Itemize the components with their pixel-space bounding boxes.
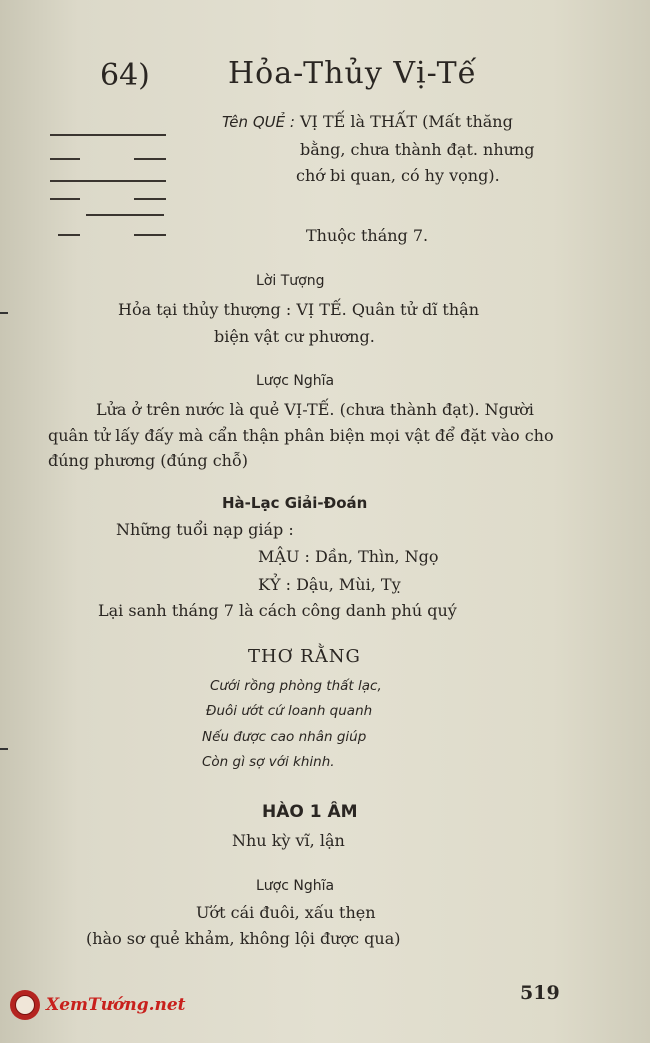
luoc-nghia-line-3: đúng phương (đúng chỗ) bbox=[48, 451, 249, 470]
ha-lac-note: Lại sanh tháng 7 là cách công danh phú quý bbox=[98, 601, 457, 620]
luoc-nghia-line-2: quân tử lấy đấy mà cẩn thận phân biện mọi vật để đặt vào cho bbox=[48, 426, 554, 445]
site-logo[interactable] bbox=[10, 990, 186, 1020]
logo-text: XemTướng.net bbox=[46, 995, 186, 1015]
loi-tuong-line-2: biện vật cư phương. bbox=[214, 327, 375, 346]
poem-line-2: Đuôi ướt cứ loanh quanh bbox=[206, 703, 373, 719]
hexagram-name-line bbox=[222, 112, 513, 131]
binding-mark-icon bbox=[0, 312, 8, 314]
chapter-title: Hỏa-Thủy Vị-Tế bbox=[228, 56, 478, 91]
page-number: 519 bbox=[520, 982, 560, 1004]
loi-tuong-line-1: Hỏa tại thủy thượng : VỊ TẾ. Quân tử dĩ thận bbox=[118, 300, 480, 319]
luoc-nghia-line-1: Lửa ở trên nước là quẻ VỊ-TẾ. (chưa thành đạt). Người bbox=[96, 400, 534, 419]
yin-yang-icon bbox=[10, 990, 40, 1020]
section-heading-luoc-nghia: Lược Nghĩa bbox=[256, 373, 335, 389]
name-desc-line-3: chớ bi quan, có hy vọng). bbox=[296, 166, 500, 185]
ha-lac-ky: KỶ : Dậu, Mùi, Tỵ bbox=[258, 575, 401, 594]
hao-line: Nhu kỳ vĩ, lận bbox=[232, 831, 345, 850]
hao-luoc-nghia-line-2: (hào sơ quẻ khảm, không lội được qua) bbox=[86, 929, 401, 948]
hexagram-symbol bbox=[50, 130, 170, 242]
name-text: VỊ TẾ là THẤT (Mất thăng bbox=[300, 112, 513, 131]
hao-luoc-nghia-line-1: Ướt cái đuôi, xấu thẹn bbox=[196, 903, 376, 922]
hao-luoc-nghia-heading: Lược Nghĩa bbox=[256, 878, 335, 894]
poem-line-4: Còn gì sợ với khinh. bbox=[202, 754, 335, 770]
hexagram-number: 64) bbox=[100, 58, 150, 93]
ha-lac-intro: Những tuổi nạp giáp : bbox=[116, 520, 294, 539]
binding-mark-icon bbox=[0, 748, 8, 750]
poem-line-1: Cưới rồng phòng thất lạc, bbox=[210, 678, 382, 694]
name-label: Tên QUẺ : bbox=[222, 113, 295, 131]
poem-heading: THƠ RẰNG bbox=[248, 646, 361, 667]
month-note: Thuộc tháng 7. bbox=[306, 226, 429, 245]
ha-lac-mau: MẬU : Dần, Thìn, Ngọ bbox=[258, 547, 439, 566]
hao-heading: HÀO 1 ÂM bbox=[262, 802, 358, 822]
section-heading-loi-tuong: Lời Tượng bbox=[256, 273, 325, 289]
section-heading-ha-lac: Hà-Lạc Giải-Đoán bbox=[222, 494, 368, 512]
poem-line-3: Nếu được cao nhân giúp bbox=[202, 729, 367, 745]
name-desc-line-2: bằng, chưa thành đạt. nhưng bbox=[300, 140, 535, 159]
